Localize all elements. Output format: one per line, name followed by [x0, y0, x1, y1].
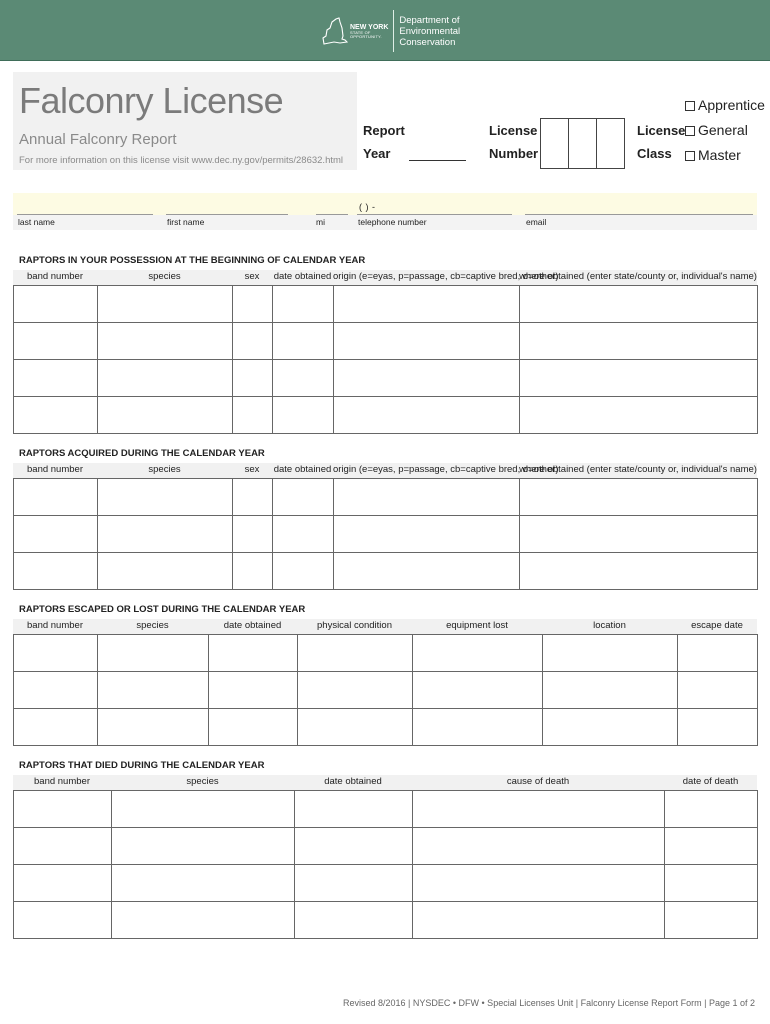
table-cell[interactable]	[413, 865, 665, 902]
license-digit-box[interactable]	[569, 119, 597, 168]
column-header: band number	[34, 776, 90, 787]
table-cell[interactable]	[209, 709, 298, 746]
table-cell[interactable]	[233, 479, 273, 516]
table-cell[interactable]	[98, 709, 209, 746]
table-cell[interactable]	[413, 635, 543, 672]
table-cell[interactable]	[233, 286, 273, 323]
column-header: date obtained	[324, 776, 382, 787]
table-cell[interactable]	[295, 865, 413, 902]
column-header: band number	[27, 620, 83, 631]
column-header: band number	[27, 464, 83, 475]
table-cell[interactable]	[98, 516, 233, 553]
table-cell[interactable]	[298, 672, 413, 709]
table-cell[interactable]	[209, 672, 298, 709]
license-number-label: License Number	[489, 123, 539, 161]
column-header: origin (e=eyas, p=passage, cb=captive bred, o=other)	[333, 271, 559, 282]
more-info-text: For more information on this license visit www.dec.ny.gov/permits/28632.html	[19, 155, 344, 166]
table-cell[interactable]	[14, 828, 112, 865]
table-row	[14, 672, 758, 709]
column-header: origin (e=eyas, p=passage, cb=captive bred, o=other)	[333, 464, 559, 475]
middle-initial-field[interactable]	[316, 193, 348, 215]
header-band	[0, 0, 770, 61]
table-row	[14, 553, 758, 590]
table-cell[interactable]	[334, 360, 520, 397]
table-cell[interactable]	[295, 902, 413, 939]
table-cell[interactable]	[678, 709, 758, 746]
column-header: escape date	[691, 620, 743, 631]
table-cell[interactable]	[520, 397, 758, 434]
table-row	[14, 709, 758, 746]
license-number-field[interactable]	[540, 118, 625, 169]
table-header-acquired	[13, 463, 757, 478]
report-year-field[interactable]	[409, 160, 466, 161]
email-field[interactable]	[525, 193, 753, 215]
table-cell[interactable]	[98, 479, 233, 516]
table-cell[interactable]	[678, 635, 758, 672]
table-cell[interactable]	[233, 553, 273, 590]
table-cell[interactable]	[98, 553, 233, 590]
table-cell[interactable]	[543, 709, 678, 746]
column-header: date of death	[682, 776, 739, 787]
table-died	[13, 790, 758, 939]
class-option-master[interactable]: Master	[685, 143, 765, 168]
table-cell[interactable]	[14, 397, 98, 434]
table-cell[interactable]	[14, 865, 112, 902]
license-digit-box[interactable]	[541, 119, 569, 168]
column-header: cause of death	[506, 776, 570, 787]
form-title: Falconry License	[19, 80, 284, 121]
column-header: band number	[27, 271, 83, 282]
table-cell[interactable]	[543, 672, 678, 709]
page-footer: Revised 8/2016 | NYSDEC • DFW • Special Licenses Unit | Falconry License Report Form | Page 1 of 2	[343, 998, 755, 1008]
column-header: date obtained	[273, 464, 332, 475]
column-header: equipment lost	[446, 620, 508, 631]
table-cell[interactable]	[209, 635, 298, 672]
table-cell[interactable]	[665, 902, 758, 939]
table-cell[interactable]	[520, 323, 758, 360]
first-name-field[interactable]	[166, 193, 288, 215]
table-row	[14, 479, 758, 516]
table-cell[interactable]	[112, 791, 295, 828]
table-cell[interactable]	[334, 479, 520, 516]
table-cell[interactable]	[334, 286, 520, 323]
table-cell[interactable]	[14, 286, 98, 323]
class-option-apprentice[interactable]: Apprentice	[685, 93, 765, 118]
logo-divider	[393, 10, 394, 52]
dec-wordmark: Department of Environmental Conservation	[399, 14, 461, 48]
section-title-possession: RAPTORS IN YOUR POSSESSION AT THE BEGINNING OF CALENDAR YEAR	[19, 255, 366, 266]
table-row	[14, 865, 758, 902]
table-cell[interactable]	[413, 902, 665, 939]
table-cell[interactable]	[14, 635, 98, 672]
report-year-label: Report Year	[363, 123, 405, 161]
table-cell[interactable]	[520, 516, 758, 553]
table-cell[interactable]	[233, 397, 273, 434]
table-cell[interactable]	[520, 553, 758, 590]
column-header: where obtained (enter state/county or, individual's name)	[519, 271, 757, 282]
table-cell[interactable]	[233, 360, 273, 397]
table-cell[interactable]	[334, 553, 520, 590]
table-cell[interactable]	[298, 635, 413, 672]
table-cell[interactable]	[98, 635, 209, 672]
section-title-died: RAPTORS THAT DIED DURING THE CALENDAR YEAR	[19, 760, 265, 771]
license-class-options	[685, 93, 765, 168]
checkbox-icon[interactable]	[685, 101, 695, 111]
table-row	[14, 360, 758, 397]
table-cell[interactable]	[112, 902, 295, 939]
column-header: date obtained	[273, 271, 332, 282]
table-cell[interactable]	[14, 553, 98, 590]
telephone-field[interactable]	[357, 193, 512, 215]
table-cell[interactable]	[14, 479, 98, 516]
class-option-general[interactable]: General	[685, 118, 765, 143]
column-header: species	[148, 271, 181, 282]
table-cell[interactable]	[98, 672, 209, 709]
table-cell[interactable]	[334, 397, 520, 434]
table-cell[interactable]	[295, 791, 413, 828]
table-cell[interactable]	[413, 709, 543, 746]
table-cell[interactable]	[273, 553, 334, 590]
nys-wordmark: NEW YORK STATE OF OPPORTUNITY.	[350, 23, 389, 39]
column-header: where obtained (enter state/county or, individual's name)	[519, 464, 757, 475]
table-cell[interactable]	[665, 865, 758, 902]
column-header: species	[186, 776, 219, 787]
table-header-possession	[13, 270, 757, 285]
section-title-acquired: RAPTORS ACQUIRED DURING THE CALENDAR YEAR	[19, 448, 265, 459]
table-cell[interactable]	[520, 479, 758, 516]
table-escaped	[13, 634, 758, 746]
table-cell[interactable]	[665, 791, 758, 828]
table-cell[interactable]	[413, 672, 543, 709]
contact-info-strip	[13, 193, 757, 230]
column-header: species	[136, 620, 169, 631]
license-class-label: License Class	[637, 123, 686, 161]
nys-dec-logo	[320, 8, 460, 54]
telephone-mask: ( ) -	[359, 202, 376, 212]
table-row	[14, 397, 758, 434]
email-label: email	[526, 217, 547, 227]
form-subtitle: Annual Falconry Report	[19, 131, 177, 148]
table-cell[interactable]	[112, 865, 295, 902]
telephone-label: telephone number	[358, 217, 427, 227]
column-header: sex	[244, 271, 260, 282]
table-row	[14, 286, 758, 323]
table-cell[interactable]	[295, 828, 413, 865]
checkbox-icon[interactable]	[685, 151, 695, 161]
column-header: species	[148, 464, 181, 475]
new-york-state-map-icon	[320, 16, 348, 46]
first-name-label: first name	[167, 217, 205, 227]
table-cell[interactable]	[273, 286, 334, 323]
table-cell[interactable]	[298, 709, 413, 746]
table-cell[interactable]	[98, 286, 233, 323]
table-cell[interactable]	[273, 516, 334, 553]
table-header-escaped	[13, 619, 757, 634]
table-cell[interactable]	[98, 397, 233, 434]
table-cell[interactable]	[678, 672, 758, 709]
table-cell[interactable]	[520, 360, 758, 397]
table-cell[interactable]	[14, 709, 98, 746]
column-header: date obtained	[223, 620, 282, 631]
table-cell[interactable]	[233, 323, 273, 360]
column-header: physical condition	[317, 620, 392, 631]
table-row	[14, 516, 758, 553]
table-cell[interactable]	[665, 828, 758, 865]
table-cell[interactable]	[14, 791, 112, 828]
table-cell[interactable]	[273, 479, 334, 516]
table-cell[interactable]	[98, 360, 233, 397]
middle-initial-label: mi	[316, 217, 325, 227]
table-acquired	[13, 478, 758, 590]
table-row	[14, 791, 758, 828]
title-block	[13, 72, 357, 170]
last-name-label: last name	[18, 217, 55, 227]
table-cell[interactable]	[273, 397, 334, 434]
table-cell[interactable]	[14, 902, 112, 939]
license-digit-box[interactable]	[597, 119, 624, 168]
table-cell[interactable]	[98, 323, 233, 360]
table-cell[interactable]	[334, 516, 520, 553]
section-title-escaped: RAPTORS ESCAPED OR LOST DURING THE CALENDAR YEAR	[19, 604, 306, 615]
table-cell[interactable]	[543, 635, 678, 672]
last-name-field[interactable]	[17, 193, 153, 215]
table-cell[interactable]	[413, 791, 665, 828]
table-row	[14, 635, 758, 672]
table-cell[interactable]	[14, 516, 98, 553]
table-header-died	[13, 775, 757, 790]
table-cell[interactable]	[334, 323, 520, 360]
table-cell[interactable]	[14, 672, 98, 709]
table-cell[interactable]	[233, 516, 273, 553]
table-cell[interactable]	[14, 360, 98, 397]
column-header: sex	[244, 464, 260, 475]
table-cell[interactable]	[520, 286, 758, 323]
table-row	[14, 828, 758, 865]
table-row	[14, 323, 758, 360]
table-row	[14, 902, 758, 939]
table-cell[interactable]	[273, 323, 334, 360]
table-possession	[13, 285, 758, 434]
table-cell[interactable]	[413, 828, 665, 865]
table-cell[interactable]	[14, 323, 98, 360]
checkbox-icon[interactable]	[685, 126, 695, 136]
column-header: location	[593, 620, 626, 631]
table-cell[interactable]	[112, 828, 295, 865]
table-cell[interactable]	[273, 360, 334, 397]
